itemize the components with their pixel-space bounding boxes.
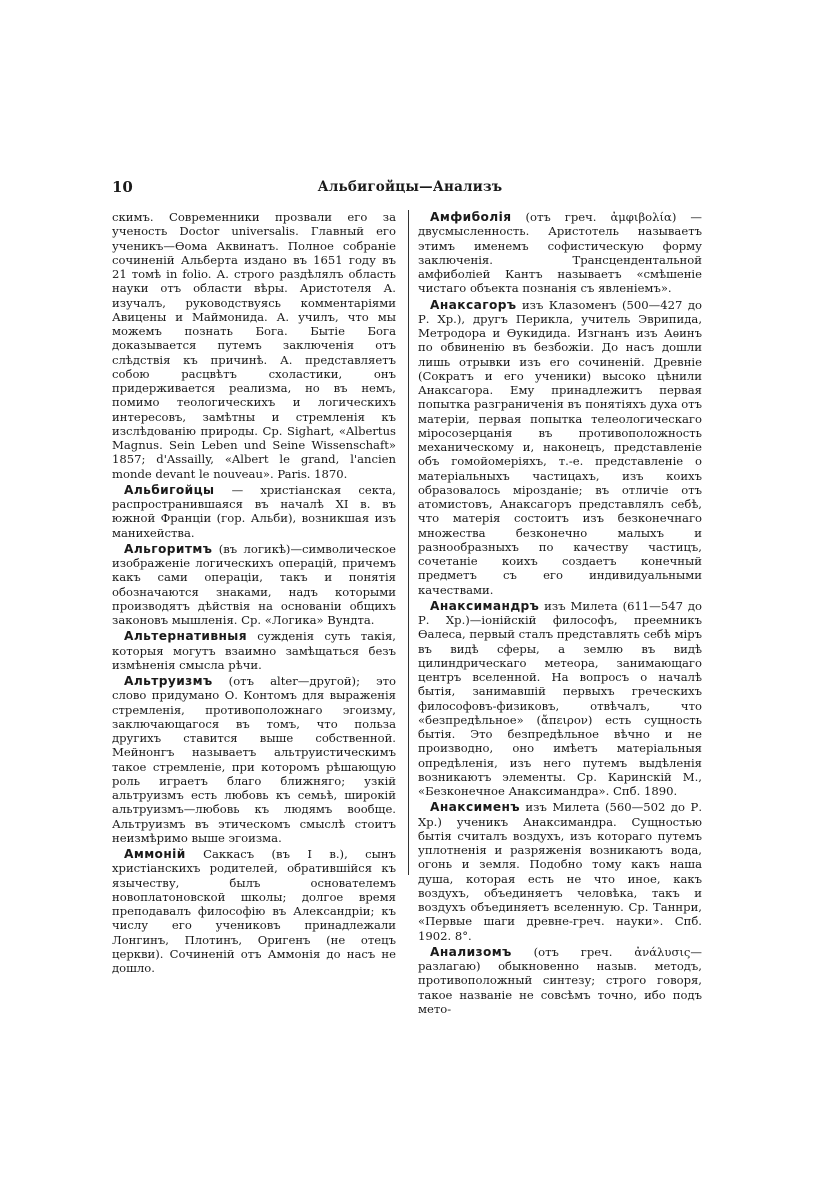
entry-headword: Альгоритмъ [124,541,213,556]
entry-analiz [418,945,702,1016]
running-title: Альбигойцы—Анализъ [317,179,503,195]
entry-algoritm [112,542,396,628]
entry-text: изъ Милета (560—502 до Р. Хр.) ученикъ Анаксимандра. Сущностью бытія считалъ воздухъ, изъ котораго путемъ уплотненія и разряженія возникаютъ вода, огонь и земля. Подобно тому какъ наша душа, которая есть не что иное, какъ воздухъ, объединяетъ человѣка, такъ и воздухъ объединяетъ вселенную. Ср. Таннри, «Первые шаги древне-греч. науки». Спб. 1902. 8°. [418,800,702,943]
entry-text: Саккасъ (въ I в.), сынъ христіанскихъ родителей, обратившійся къ язычеству, былъ основателемъ новоплатоновской школы; долгое время преподавалъ философію въ Александріи; къ числу его учениковъ принадлежали Лонгинъ, Плотинъ, Оригенъ (не отецъ церкви). Сочиненій отъ Аммонія до насъ не дошло. [112,847,396,975]
entry-text: изъ Клазоменъ (500—427 до Р. Хр.), другъ Перикла, учитель Эврипида, Метродора и Ѳукидида. Изгнанъ изъ Аѳинъ по обвиненію въ безбожіи. До насъ дошли лишь отрывки изъ его сочиненій. Древніе (Сократъ и его ученики) высоко цѣнили Анаксагора. Ему принадлежитъ первая попытка разграниченія въ понятіяхъ духа отъ матеріи, первая попытка телеологическаго міросозерцанія въ противоположность механическому и, наконецъ, представленіе объ гомойомеріяхъ, т.-е. представленіе о матеріальныхъ частицахъ, изъ коихъ образовалось мірозданіе; въ отличіе отъ атомистовъ, Анаксагоръ представлялъ себѣ, что матерія состоитъ изъ безконечнаго множества безконечно малыхъ и разнообразныхъ по качеству частицъ, сочетаніе коихъ создаетъ конечный предметъ съ его индивидуальными качествами. [418,297,702,597]
entry-headword: Анаксагоръ [430,297,517,312]
entry-text: (отъ греч. ἀμφιβολία) — двусмысленность. Аристотель называетъ этимъ именемъ софистическую форму заключенія. Трансцендентальной амфиболіей Кантъ называетъ «смѣшеніе чистаго объекта познанія съ явленіемъ». [418,210,702,296]
entry-anaksagor [418,298,702,597]
entry-text: — христіанская секта, распространившаяся въ началѣ XI в. въ южной Франціи (гор. Альби), возникшая изъ манихейства. [112,482,396,540]
entry-text: сужденія суть такія, которыя могутъ взаимно замѣщаться безъ измѣненія смысла рѣчи. [112,629,396,672]
entry-alternativnyya [112,629,396,672]
page-number: 10 [112,178,133,196]
entry-text: изъ Милета (611—547 до Р. Хр.)—іонійскій философъ, преемникъ Ѳалеса, первый сталъ представлять себѣ міръ въ видѣ сферы, а землю въ видѣ цилиндрическаго метеора, занимающаго центръ вселенной. На вопросъ о началѣ бытія, занимавшій первыхъ греческихъ философовъ-физиковъ, отвѣчалъ, что «безпредѣльное» (ἄπειρον) есть сущность бытія. Это безпредѣльное вѣчно и не производно, оно имѣетъ матеріальныя опредѣленія, изъ него путемъ выдѣленія возникаютъ элементы. Ср. Каринскій М., «Безконечное Анаксимандра». Спб. 1890. [418,598,702,798]
entry-headword: Альтернативныя [124,629,247,644]
entry-headword: Аммоній [124,847,186,861]
entry-albigoitsy [112,483,396,540]
entry-text: (въ логикѣ)—символическое изображеніе логическихъ операцій, причемъ какъ сами операціи, такъ и понятія обозначаются знаками, надъ которыми производятъ дѣйствія на основаніи общихъ законовъ мышленія. Ср. «Логика» Вундта. [112,541,396,627]
entry-ammoniy [112,847,396,975]
entry-amfiboliya [418,210,702,296]
entry-headword: Альтруизмъ [124,674,213,688]
entry-altruizm [112,674,396,845]
right-column [418,210,702,1018]
entry-headword: Амфиболія [430,210,512,224]
left-column [112,210,396,977]
entry-anaksimen [418,800,702,943]
entry-headword: Анализомъ [430,944,512,959]
entry-headword: Альбигойцы [124,482,215,497]
entry-headword: Анаксименъ [430,800,520,815]
entry-text: (отъ греч. ἀνάλυσις—разлагаю) обыкновенно назыв. методъ, противоположный синтезу; строго говоря, такое названіе не совсѣмъ точно, ибо подъ мето- [418,944,702,1016]
column-divider [408,210,409,875]
entry-text: (отъ alter—другой); это слово придумано О. Контомъ для выраженія стремленія, противоположнаго эгоизму, заключающагося въ томъ, что польза другихъ ставится выше собственной. Мейнонгъ называетъ альтруистическимъ такое стремленіе, при которомъ рѣшающую роль играетъ благо ближняго; узкій альтруизмъ есть любовь къ семьѣ, широкій альтруизмъ—любовь къ людямъ вообще. Альтруизмъ въ этическомъ смыслѣ стоитъ неизмѣримо выше эгоизма. [112,674,396,845]
entry-anaksimandr [418,599,702,799]
page-header [112,178,708,200]
entry-continuation: скимъ. Современники прозвали его за ученость Doctor universalis. Главный его ученикъ—Ѳома Аквинатъ. Полное собраніе сочиненій Альберта издано въ 1651 году въ 21 томѣ in folio. А. строго раздѣлялъ область науки отъ области вѣры. Аристотеля А. изучалъ, руководствуясь комментаріями Авицены и Маймонида. А. училъ, что мы можемъ познать Бога. Бытіе Бога доказывается путемъ заключенія отъ слѣдствія къ причинѣ. А. представляетъ собою расцвѣтъ схоластики, онъ придерживается реализма, но въ немъ, помимо теологическихъ и логическихъ интересовъ, замѣтны и стремленія къ изслѣдованію природы. Ср. Sighart, «Albertus Magnus. Sein Leben und Seine Wissenschaft» 1857; d'Assailly, «Albert le grand, l'ancien monde devant le nouveau». Paris. 1870. [112,210,396,481]
entry-headword: Анаксимандръ [430,598,540,613]
